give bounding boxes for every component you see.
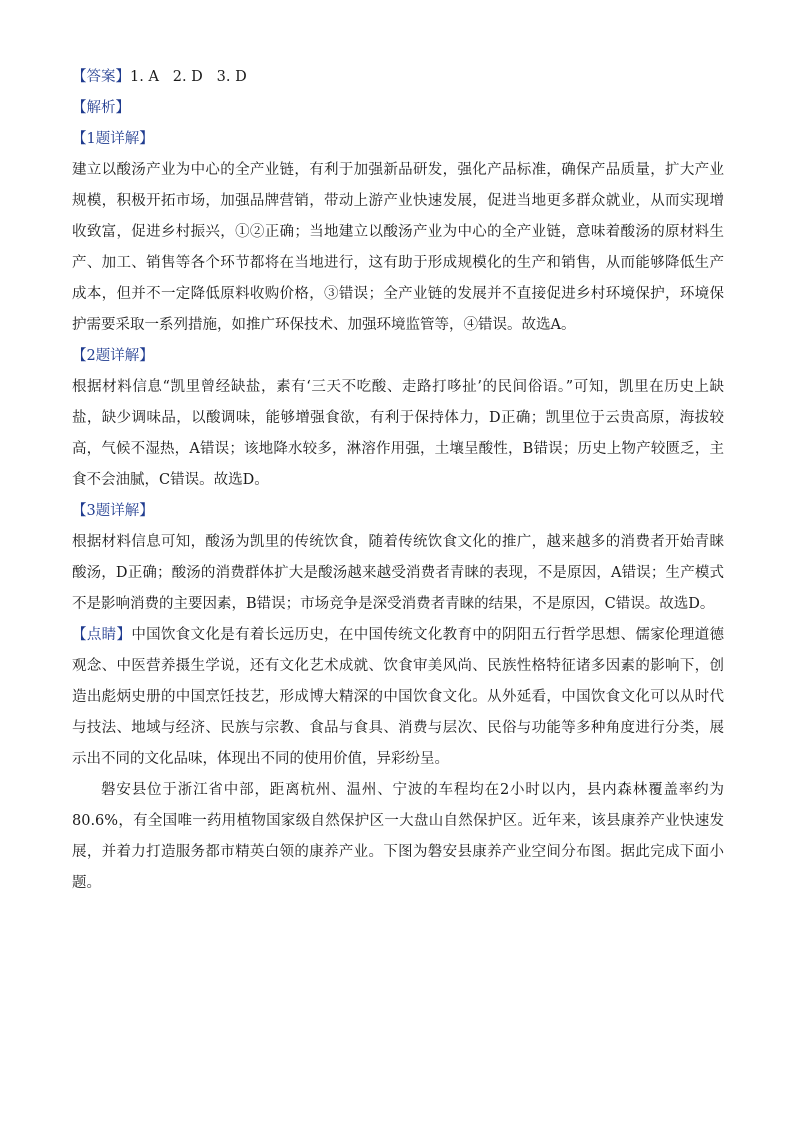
- comment-body: 中国饮食文化是有着长远历史，在中国传统文化教育中的阴阳五行哲学思想、儒家伦理道德观念、中医营养摄生学说，还有文化艺术成就、饮食审美风尚、民族性格特征诸多因素的影响下，创造出彪炳史册的中国烹饪技艺，形成博大精深的中国饮食文化。从外延看，中国饮食文化可以从时代与技法、地域与经济、民族与宗教、食品与食具、消费与层次、民俗与功能等多种角度进行分类，展示出不同的文化品味，体现出不同的使用价值，异彩纷呈。: [72, 627, 725, 767]
- q2-heading: 【2题详解】: [72, 348, 154, 364]
- comment-label: 【点睛】: [72, 627, 132, 643]
- answer-label: 【答案】: [72, 69, 130, 85]
- q3-heading: 【3题详解】: [72, 503, 154, 519]
- q1-heading: 【1题详解】: [72, 131, 154, 147]
- answer-line: [72, 62, 724, 93]
- intro-paragraph: 磐安县位于浙江省中部，距离杭州、温州、宁波的车程均在2小时以内，县内森林覆盖率约为80.6%，有全国唯一药用植物国家级自然保护区一大盘山自然保护区。近年来，该县康养产业快速发展，并着力打造服务都市精英白领的康养产业。下图为磐安县康养产业空间分布图。据此完成下面小题。: [72, 782, 724, 891]
- q1-body: 建立以酸汤产业为中心的全产业链，有利于加强新品研发，强化产品标准，确保产品质量，扩大产业规模，积极开拓市场，加强品牌营销，带动上游产业快速发展，促进当地更多群众就业，从而实现增收致富，促进乡村振兴，①②正确；当地建立以酸汤产业为中心的全产业链，意味着酸汤的原材料生产、加工、销售等各个环节都将在当地进行，这有助于形成规模化的生产和销售，从而能够降低生产成本，但并不一定降低原料收购价格，③错误；全产业链的发展并不直接促进乡村环境保护，环境保护需要采取一系列措施，如推广环保技术、加强环境监管等，④错误。故选A。: [72, 162, 724, 333]
- answer-text: 1. A 2. D 3. D: [130, 69, 247, 85]
- analysis-heading: 【解析】: [72, 100, 130, 116]
- q2-body: 根据材料信息“凯里曾经缺盐，素有‘三天不吃酸、走路打哆扯’的民间俗语。”可知，凯里在历史上缺盐，缺少调味品，以酸调味，能够增强食欲，有利于保持体力，D正确；凯里位于云贵高原，海拔较高，气候不湿热，A错误；该地降水较多，淋溶作用强，土壤呈酸性，B错误；历史上物产较匮乏，主食不会油腻，C错误。故选D。: [72, 379, 724, 488]
- document-page: [72, 62, 724, 899]
- comment-paragraph: [72, 620, 724, 775]
- q3-body: 根据材料信息可知，酸汤为凯里的传统饮食，随着传统饮食文化的推广，越来越多的消费者开始青睐酸汤，D正确；酸汤的消费群体扩大是酸汤越来越受消费者青睐的表现，不是原因，A错误；生产模式不是影响消费的主要因素，B错误；市场竞争是深受消费者青睐的结果，不是原因，C错误。故选D。: [72, 534, 724, 612]
